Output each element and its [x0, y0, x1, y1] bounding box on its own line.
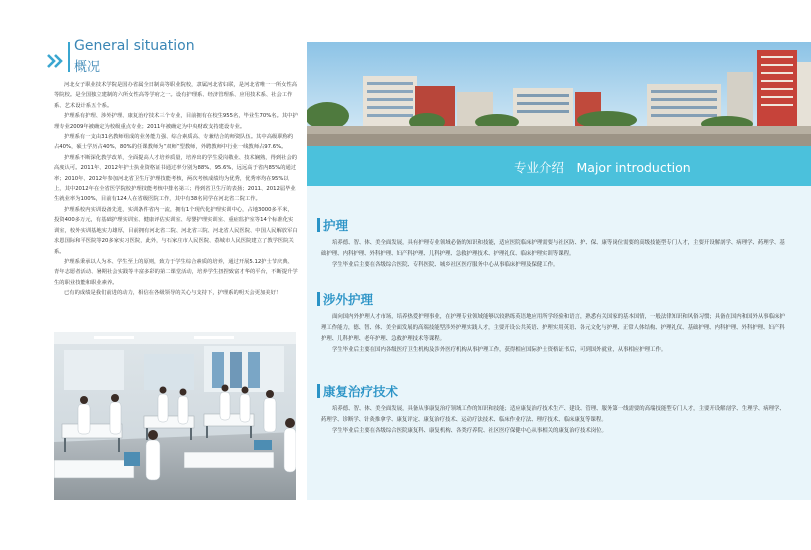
intro-text [54, 80, 298, 299]
heading-english: General situation [74, 38, 195, 54]
major-paragraph: 培养德、智、体、美全面发展，具备从事康复治疗领域工作的知识和技能；适应康复治疗技术生产、建设、管理、服务第一线需要的高端技能型专门人才，主要开设解剖学、生理学、病理学、药理学、诊断学、针灸推拿学、康复评定、康复治疗技术、运动疗法技术、临床作业疗法、理疗技术、临床康复等课程。 [321, 406, 785, 424]
major-title [319, 382, 789, 400]
intro-paragraph: 护理系有护理、涉外护理、康复治疗技术三个专业，目前拥有在校生955名，毕业生70%名。其中护理专业2009年被确定为校级重点专业；2011年被确定为中央财政支持建设专业。 [54, 113, 298, 130]
title-marker [317, 292, 320, 306]
intro-paragraph: 护理系有一支由31名教师组成的业务能力强、综合素质高、专兼结合的师资队伍。其中高级职称约占40%，硕士学历占40%，80%的任课教师为“双师”型教师，外聘教师中行业一线教师占97.6%。 [54, 134, 294, 151]
heading-chinese: 概况 [74, 60, 101, 75]
double-chevron-right-icon [46, 52, 64, 70]
major-paragraph: 学生毕业后主要在各级综合医院、专科医院、城乡社区医疗服务中心从事临床护理及保健工作。 [332, 262, 559, 269]
intro-paragraph: 河北女子职业技术学院是国办省属全日制高等职业院校，隶属河北省妇联，是河北省唯一一所女性高等院校。是全国独立建制的六所女性高等学府之一。设有护理系、经济管理系、应用技术系、社会工作系、艺术设计系五个系。 [54, 82, 298, 109]
major-paragraph: 学生毕业后主要在各级综合医院康复科、康复机构、各类疗养院、社区医疗保健中心从事相关的康复治疗技术岗位。 [332, 428, 607, 435]
major-introduction-band [307, 146, 811, 186]
major-paragraph: 学生毕业后主要在国内各级医疗卫生机构及涉外医疗机构从事护理工作，获得相应国际护士资格证书后，可到国外就业，从事相应护理工作。 [332, 347, 667, 354]
intro-paragraph: 护理系秉承以人为本、学生至上的原则，致力于学生综合素质的培养，通过开展5.12护士节庆典、青年志愿者活动、暑期社会实践等丰富多彩的第二课堂活动，培养学生扭捏致富才华的平台，不断提升学生的职业技能和职业素养。 [54, 258, 298, 286]
major-description [321, 238, 789, 271]
intro-paragraph: 护理系校内实训设备先进，实训条件省内一流，拥有1个现代化护理实训中心，占地3000多平米，投资400多万元，有基础护理实训室、健康评估实训室、母婴护理实训室、重症监护室等14个标准化实训室，校外实训基地实力雄厚，目前拥有河北省二院、河北省三院、河北省人民医院、中国人民解放军白求恩国际和平医院等20多家实习医院，此外，与石家庄市人民医院、荔城市人民医院建立了教学医院关系。 [54, 206, 298, 255]
title-marker [317, 384, 320, 398]
major-description [321, 404, 789, 437]
title-marker [317, 218, 320, 232]
major-paragraph: 培养德、智、体、美全面发展，具有护理专业领域必备的知识和技能，适应医院临床护理需要与社区防、护、保、康等岗位需要的高级技能型专门人才，主要开设解剖学、病理学、药理学、基础护理、内科护理、外科护理、妇产科护理、儿科护理、急救护理技术、护理礼仪、临床护理实训等课程。 [321, 240, 785, 258]
band-title: 专业介绍 Major introduction [514, 160, 691, 175]
major-paragraph: 面向国内外护理人才市场，培养热爱护理事业，在护理专业领域能够以较熟练英语地应用所学经验和语言，熟悉有关国家的基本国情，一般法律知识和风俗习惯；具备在国内和国外从事临床护理工作能力，德、智、体、美全面发展的高端技能型涉外护理实践人才，主要开设公共英语、护理实用英语、各元文化与护理、正常人体结构、护理礼仪、基础护理、内科护理、外科护理、妇产科护理、儿科护理、老年护理、急救护理技术等课程。 [321, 314, 785, 343]
heading-divider [68, 42, 70, 72]
major-section-rehabilitation [319, 382, 789, 437]
major-section-foreign-nursing [319, 290, 789, 356]
major-title [319, 290, 789, 308]
major-title-text: 康复治疗技术 [323, 384, 399, 399]
campus-photo [307, 42, 811, 146]
nursing-lab-photo [54, 332, 296, 500]
major-title-text: 护理 [323, 218, 349, 233]
major-description [321, 312, 789, 356]
major-title [319, 216, 789, 234]
major-section-nursing [319, 216, 789, 271]
major-title-text: 涉外护理 [323, 292, 374, 307]
majors-panel [307, 186, 811, 500]
intro-paragraph: 护理系不断深化教学改革，全面提高人才培养质量，培养出的学生爱岗敬业、技术娴熟，得到社会的高度认可。2011年、2012年护士执业资格证书通过率分别为88%、95.6%，远远高于省内85%的通过率；2010年、2012年参加河北省卫生厅护理技能考核，两次考核成绩均为优秀，优秀率均在95%以上，其中2012年在全省医学院校护理技能考核中排名第三；得到省卫生厅的表扬；2011、2012届毕业生就业率为100%，目前有124人在省级医院工作，其中有38名同学在河北省二院工作。 [54, 154, 298, 203]
intro-paragraph: 已有的成绩是我们前进的动力，相信在各级领导的关心与支持下，护理系的明天会更加美好！ [64, 290, 282, 297]
